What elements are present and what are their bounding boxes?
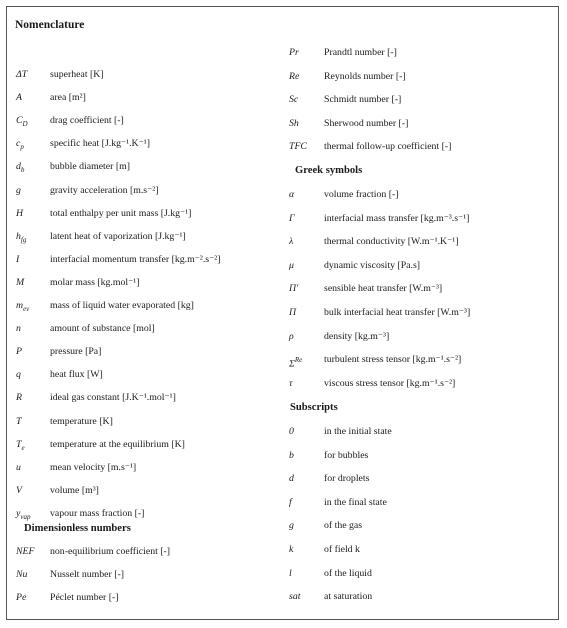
symbol: I xyxy=(16,253,20,265)
symbol: Re xyxy=(289,70,300,82)
symbol: g xyxy=(16,184,21,196)
symbol: $C_D$ xyxy=(16,115,28,129)
definition: of the gas xyxy=(324,520,363,532)
symbol: g xyxy=(289,520,294,532)
symbol: d xyxy=(289,473,294,485)
definition: latent heat of vaporization [J.kg⁻¹] xyxy=(50,230,186,242)
definition: mean velocity [m.s⁻¹] xyxy=(50,461,137,473)
definition: in the initial state xyxy=(324,426,392,437)
symbol: Π xyxy=(289,307,297,318)
definition: superheat [K] xyxy=(50,69,104,80)
definition: ideal gas constant [J.K⁻¹.mol⁻¹] xyxy=(50,392,176,404)
symbol: H xyxy=(16,207,24,219)
symbol: A xyxy=(16,92,22,104)
definition: temperature [K] xyxy=(50,415,113,427)
definition: volume fraction [-] xyxy=(324,189,399,200)
symbol: sat xyxy=(289,591,301,603)
definition: thermal follow-up coefficient [-] xyxy=(324,141,452,153)
symbol: k xyxy=(289,544,294,555)
definition: interfacial mass transfer [kg.m⁻³.s⁻¹] xyxy=(324,212,470,224)
definition: vapour mass fraction [-] xyxy=(50,507,145,519)
definition: pressure [Pa] xyxy=(50,346,102,358)
symbol: $h_{fg}$ xyxy=(16,230,27,244)
definition: for bubbles xyxy=(324,449,369,461)
symbol: u xyxy=(16,461,21,473)
definition: in the final state xyxy=(324,496,387,508)
definition: heat flux [W] xyxy=(50,369,103,381)
symbol: μ xyxy=(289,259,294,271)
definition: viscous stress tensor [kg.m⁻¹.s⁻²] xyxy=(324,377,456,389)
symbol: TFC xyxy=(289,141,307,153)
dimensionless-heading: Dimensionless numbers xyxy=(24,523,131,534)
definition: temperature at the equilibrium [K] xyxy=(50,438,185,450)
definition: of the liquid xyxy=(324,567,372,579)
symbol: NEF xyxy=(16,546,35,557)
symbol: Sh xyxy=(289,117,299,129)
symbol: n xyxy=(16,323,21,335)
symbol: Pr xyxy=(289,47,299,58)
symbol: $m_{ev}$ xyxy=(16,300,30,313)
definition: volume [m³] xyxy=(50,484,99,496)
definition: of field k xyxy=(324,544,360,555)
subscripts-heading: Subscripts xyxy=(290,402,338,413)
definition: Péclet number [-] xyxy=(50,592,119,604)
symbol: f xyxy=(289,496,292,508)
symbol: $d_b$ xyxy=(16,161,25,175)
symbol: $\Sigma^{Re}$ xyxy=(289,356,303,370)
definition: Sherwood number [-] xyxy=(324,117,409,129)
definition: for droplets xyxy=(324,473,370,485)
greek-symbols-heading: Greek symbols xyxy=(295,165,363,176)
symbol: Nu xyxy=(16,569,28,581)
symbol: M xyxy=(16,276,25,288)
symbol: l xyxy=(289,567,292,579)
definition: Nusselt number [-] xyxy=(50,569,125,581)
definition: specific heat [J.kg⁻¹.K⁻¹] xyxy=(50,138,151,150)
definition: interfacial momentum transfer [kg.m⁻².s⁻²] xyxy=(50,253,221,265)
symbol: b xyxy=(289,449,294,461)
symbol: ΔT xyxy=(16,69,28,80)
symbol: q xyxy=(16,369,21,381)
symbol: Γ xyxy=(289,212,295,224)
definition: gravity acceleration [m.s⁻²] xyxy=(50,184,159,196)
symbol: ρ xyxy=(289,330,294,342)
symbol: 0 xyxy=(289,426,294,437)
symbol: V xyxy=(16,484,22,496)
symbol: $y_{vap}$ xyxy=(16,507,31,521)
symbol: P xyxy=(16,346,22,358)
symbol: R xyxy=(16,392,22,404)
definition: turbulent stress tensor [kg.m⁻¹.s⁻²] xyxy=(324,354,462,366)
definition: mass of liquid water evaporated [kg] xyxy=(50,300,194,311)
definition: density [kg.m⁻³] xyxy=(324,330,390,342)
definition: total enthalpy per unit mass [J.kg⁻¹] xyxy=(50,207,192,219)
definition: molar mass [kg.mol⁻¹] xyxy=(50,276,140,288)
symbol: Pe xyxy=(16,592,27,604)
definition: Schmidt number [-] xyxy=(324,94,402,106)
definition: bulk interfacial heat transfer [W.m⁻³] xyxy=(324,307,471,318)
definition: dynamic viscosity [Pa.s] xyxy=(324,259,421,271)
definition: Reynolds number [-] xyxy=(324,70,406,82)
symbol: τ xyxy=(289,377,293,389)
definition: sensible heat transfer [W.m⁻³] xyxy=(324,283,443,295)
definition: drag coefficient [-] xyxy=(50,115,124,127)
definition: thermal conductivity [W.m⁻¹.K⁻¹] xyxy=(324,236,459,248)
symbol: $T_e$ xyxy=(16,438,25,452)
symbol: λ xyxy=(289,236,294,248)
symbol: Sc xyxy=(289,94,299,106)
definition: non-equilibrium coefficient [-] xyxy=(50,546,171,557)
symbol: T xyxy=(16,415,22,427)
symbol: α xyxy=(289,189,295,200)
nomenclature-title: Nomenclature xyxy=(15,19,85,31)
definition: amount of substance [mol] xyxy=(50,323,155,335)
symbol: $c_p$ xyxy=(16,138,24,152)
symbol: Π′ xyxy=(289,283,299,295)
definition: at saturation xyxy=(324,591,373,603)
definition: area [m²] xyxy=(50,92,86,104)
definition: bubble diameter [m] xyxy=(50,161,130,173)
definition: Prandtl number [-] xyxy=(324,47,397,58)
